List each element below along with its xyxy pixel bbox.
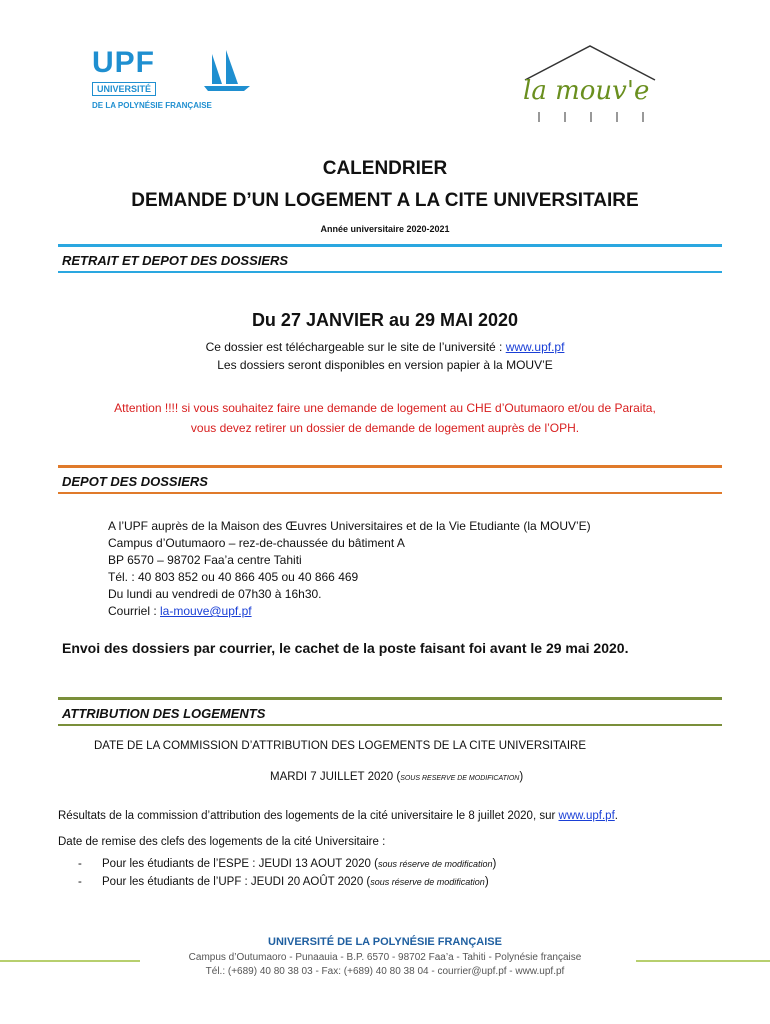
commission-date-close: ) bbox=[519, 771, 524, 783]
footer-address: Campus d’Outumaoro - Punaauia - B.P. 6570 - 98702 Faa’a - Tahiti - Polynésie française bbox=[188, 952, 582, 963]
section-rule-top bbox=[58, 465, 722, 468]
upf-logo-word: UPF bbox=[92, 46, 155, 79]
commission-date bbox=[270, 771, 523, 783]
attention-line-1: Attention !!!! si vous souhaitez faire une demande de logement au CHE d’Outumaoro et/ou de Paraita, bbox=[114, 401, 656, 415]
results-link[interactable]: www.upf.pf bbox=[558, 810, 615, 822]
mail-deadline: Envoi des dossiers par courrier, le cachet de la poste faisant foi avant le 29 mai 2020. bbox=[62, 640, 629, 656]
section-retrait-depot bbox=[58, 244, 722, 273]
academic-year: Année universitaire 2020-2021 bbox=[320, 224, 450, 234]
section-heading: RETRAIT ET DEPOT DES DOSSIERS bbox=[62, 252, 289, 268]
dates-heading: Du 27 JANVIER au 29 MAI 2020 bbox=[251, 310, 519, 330]
attention-line-2: vous devez retirer un dossier de demande de logement auprès de l’OPH. bbox=[190, 421, 580, 435]
results-line bbox=[58, 810, 618, 822]
list-item-note: sous réserve de modification bbox=[370, 877, 485, 887]
list-item-text: Pour les étudiants de l’ESPE : JEUDI 13 AOUT 2020 ( bbox=[102, 858, 378, 870]
address-line: A l’UPF auprès de la Maison des Œuvres Universitaires et de la Vie Etudiante (la MOUV’E) bbox=[108, 519, 591, 533]
section-rule-bottom bbox=[58, 271, 722, 274]
section-heading: DEPOT DES DOSSIERS bbox=[62, 473, 208, 489]
list-item-close: ) bbox=[492, 858, 497, 870]
upf-logo bbox=[92, 46, 252, 114]
section-attribution bbox=[58, 697, 722, 726]
list-item-close: ) bbox=[484, 876, 489, 888]
keys-list bbox=[78, 855, 496, 891]
page-title: CALENDRIER bbox=[322, 158, 448, 179]
results-text: Résultats de la commission d’attribution des logements de la cité universitaire le 8 juillet 2020, sur bbox=[58, 810, 559, 822]
list-item-text: Pour les étudiants de l’UPF : JEUDI 20 AOÛT 2020 ( bbox=[102, 876, 371, 888]
commission-date-text: MARDI 7 JUILLET 2020 ( bbox=[270, 771, 401, 783]
list-item-note: sous réserve de modification bbox=[377, 859, 493, 869]
commission-heading: DATE DE LA COMMISSION D’ATTRIBUTION DES LOGEMENTS DE LA CITE UNIVERSITAIRE bbox=[94, 740, 587, 752]
address-line: BP 6570 – 98702 Faa’a centre Tahiti bbox=[108, 553, 302, 567]
paper-line: Les dossiers seront disponibles en version papier à la MOUV’E bbox=[217, 358, 553, 372]
ticks-icon bbox=[537, 110, 647, 122]
upf-website-link[interactable]: www.upf.pf bbox=[505, 340, 565, 354]
address-line: Campus d’Outumaoro – rez-de-chaussée du bâtiment A bbox=[108, 536, 405, 550]
list-item bbox=[78, 855, 496, 873]
section-rule-top bbox=[58, 244, 722, 247]
commission-date-note: SOUS RESERVE DE MODIFICATION bbox=[400, 775, 520, 782]
bullet-dash: - bbox=[78, 858, 82, 870]
section-heading: ATTRIBUTION DES LOGEMENTS bbox=[62, 705, 266, 721]
section-rule-top bbox=[58, 697, 722, 700]
results-end: . bbox=[614, 810, 618, 822]
address-block bbox=[108, 518, 591, 620]
sailboat-icon bbox=[202, 46, 252, 92]
bullet-dash: - bbox=[78, 876, 82, 888]
email-link[interactable]: la-mouve@upf.pf bbox=[160, 604, 252, 618]
address-line: Du lundi au vendredi de 07h30 à 16h30. bbox=[108, 587, 322, 601]
footer-university-name: UNIVERSITÉ DE LA POLYNÉSIE FRANÇAISE bbox=[268, 936, 502, 948]
address-line: Tél. : 40 803 852 ou 40 866 405 ou 40 866 469 bbox=[108, 570, 359, 584]
download-line bbox=[0, 340, 770, 354]
keys-heading: Date de remise des clefs des logements de la cité Universitaire : bbox=[58, 836, 386, 848]
list-item bbox=[78, 873, 496, 891]
section-rule-bottom bbox=[58, 492, 722, 495]
mouve-logo-word: la mouv'e bbox=[523, 76, 650, 106]
upf-logo-subtitle: DE LA POLYNÉSIE FRANÇAISE bbox=[92, 101, 212, 110]
upf-logo-box: UNIVERSITÉ bbox=[92, 82, 156, 96]
footer-contact: Tél.: (+689) 40 80 38 03 - Fax: (+689) 40 80 38 04 - courrier@upf.pf - www.upf.pf bbox=[205, 966, 565, 977]
section-depot bbox=[58, 465, 722, 494]
section-rule-bottom bbox=[58, 724, 722, 727]
page-subtitle: DEMANDE D’UN LOGEMENT A LA CITE UNIVERSITAIRE bbox=[131, 190, 639, 211]
mouve-logo bbox=[515, 42, 665, 124]
download-text: Ce dossier est téléchargeable sur le site de l’université : bbox=[205, 340, 506, 354]
email-line bbox=[108, 603, 591, 620]
email-label: Courriel : bbox=[108, 604, 161, 618]
